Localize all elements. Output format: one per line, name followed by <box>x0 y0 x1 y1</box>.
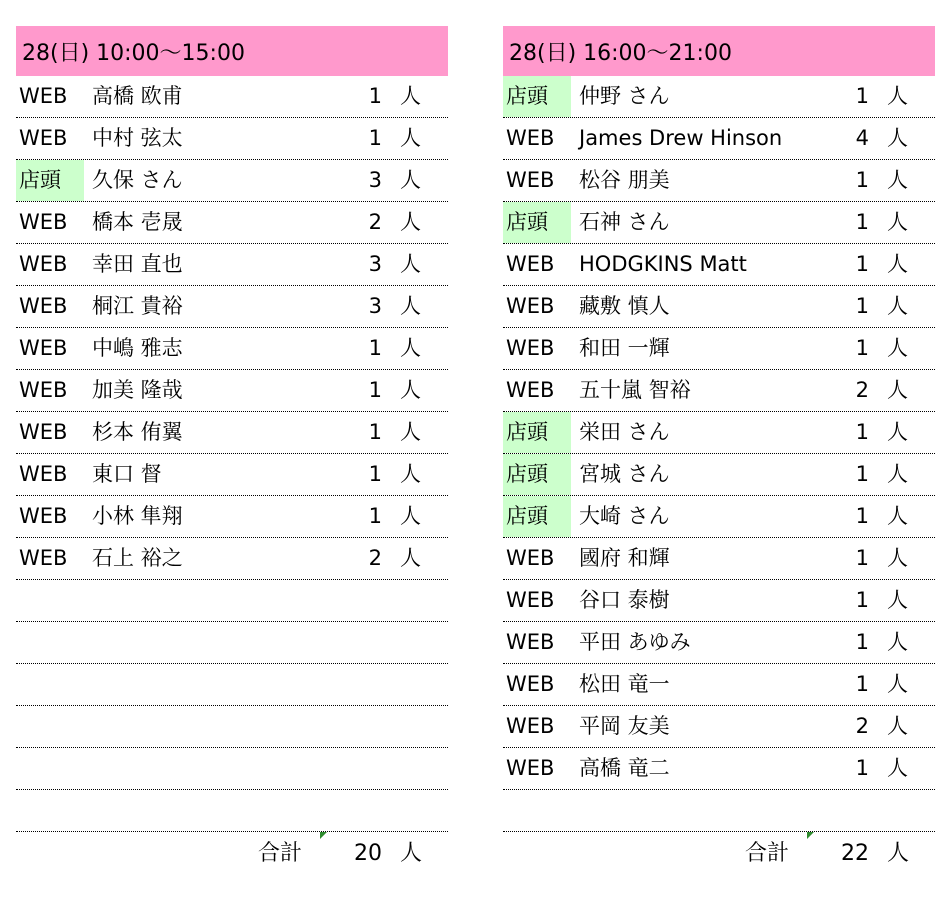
left-schedule-panel <box>16 26 448 878</box>
unit-cell: 人 <box>887 588 908 612</box>
unit-cell: 人 <box>400 84 421 108</box>
count-cell: 1 <box>855 210 869 234</box>
name-cell: 桐江 貴裕 <box>92 294 183 318</box>
left-total-unit: 人 <box>400 841 423 866</box>
source-cell: WEB <box>506 168 555 192</box>
reservation-row <box>16 370 448 412</box>
name-cell: 東口 督 <box>92 462 162 486</box>
left-panel-header: 28(日) 10:00〜15:00 <box>16 26 448 76</box>
count-cell: 1 <box>855 546 869 570</box>
reservation-row <box>503 454 935 496</box>
count-cell: 1 <box>368 420 382 444</box>
count-cell: 2 <box>368 210 382 234</box>
count-cell: 1 <box>855 588 869 612</box>
source-cell: WEB <box>506 336 555 360</box>
name-cell: 加美 隆哉 <box>92 378 183 402</box>
name-cell: James Drew Hinson <box>579 126 783 150</box>
source-cell <box>16 790 84 831</box>
source-cell: WEB <box>19 126 68 150</box>
name-cell: 杉本 侑翼 <box>92 420 183 444</box>
unit-cell: 人 <box>887 294 908 318</box>
reservation-row <box>16 706 448 748</box>
source-cell: 店頭 <box>503 76 571 117</box>
right-total-label: 合計 <box>745 841 790 866</box>
reservation-row <box>16 244 448 286</box>
source-cell <box>503 790 571 831</box>
reservation-row <box>16 286 448 328</box>
unit-cell: 人 <box>887 126 908 150</box>
source-cell <box>16 580 84 621</box>
reservation-row <box>16 790 448 832</box>
right-panel-header: 28(日) 16:00〜21:00 <box>503 26 935 76</box>
name-cell: 五十嵐 智裕 <box>579 378 691 402</box>
count-cell: 1 <box>368 462 382 486</box>
unit-cell: 人 <box>400 336 421 360</box>
name-cell: 小林 隼翔 <box>92 504 183 528</box>
unit-cell: 人 <box>887 756 908 780</box>
source-cell: WEB <box>19 462 68 486</box>
source-cell: WEB <box>19 378 68 402</box>
unit-cell: 人 <box>400 546 421 570</box>
source-cell <box>16 622 84 663</box>
name-cell: 橋本 壱晟 <box>92 210 183 234</box>
unit-cell: 人 <box>400 462 421 486</box>
reservation-row <box>503 622 935 664</box>
name-cell: 仲野 さん <box>579 84 670 108</box>
count-cell: 1 <box>855 630 869 654</box>
count-cell: 1 <box>368 504 382 528</box>
right-reservation-list <box>503 76 935 832</box>
reservation-row <box>16 118 448 160</box>
reservation-row <box>503 328 935 370</box>
unit-cell: 人 <box>887 546 908 570</box>
left-reservation-list <box>16 76 448 832</box>
source-cell: WEB <box>506 672 555 696</box>
reservation-row <box>503 412 935 454</box>
right-total-unit: 人 <box>887 841 910 866</box>
count-cell: 1 <box>368 126 382 150</box>
name-cell: 谷口 泰樹 <box>579 588 670 612</box>
source-cell <box>16 664 84 705</box>
reservation-row <box>16 328 448 370</box>
unit-cell: 人 <box>400 168 421 192</box>
reservation-row <box>503 538 935 580</box>
right-schedule-panel <box>503 26 935 878</box>
reservation-row <box>16 496 448 538</box>
reservation-row <box>16 664 448 706</box>
unit-cell: 人 <box>887 210 908 234</box>
unit-cell: 人 <box>887 714 908 738</box>
source-cell: WEB <box>506 714 555 738</box>
unit-cell: 人 <box>887 630 908 654</box>
name-cell: 幸田 直也 <box>92 252 183 276</box>
count-cell: 1 <box>855 84 869 108</box>
count-cell: 2 <box>368 546 382 570</box>
reservation-row <box>16 202 448 244</box>
count-cell: 1 <box>855 336 869 360</box>
count-cell: 1 <box>855 672 869 696</box>
reservation-row <box>16 76 448 118</box>
count-cell: 1 <box>855 168 869 192</box>
source-cell: WEB <box>506 294 555 318</box>
source-cell: 店頭 <box>503 412 571 453</box>
reservation-row <box>503 748 935 790</box>
count-cell: 1 <box>855 294 869 318</box>
name-cell: 和田 一輝 <box>579 336 670 360</box>
unit-cell: 人 <box>887 672 908 696</box>
left-total-row <box>16 832 448 878</box>
comment-marker-icon <box>807 832 814 839</box>
unit-cell: 人 <box>400 420 421 444</box>
unit-cell: 人 <box>887 462 908 486</box>
reservation-row <box>503 706 935 748</box>
source-cell: WEB <box>19 336 68 360</box>
left-total-count: 20 <box>354 841 382 866</box>
reservation-row <box>16 622 448 664</box>
source-cell: 店頭 <box>503 454 571 495</box>
unit-cell: 人 <box>400 252 421 276</box>
unit-cell: 人 <box>400 294 421 318</box>
reservation-row <box>503 160 935 202</box>
reservation-row <box>503 202 935 244</box>
source-cell <box>16 748 84 789</box>
unit-cell: 人 <box>400 210 421 234</box>
source-cell: WEB <box>506 588 555 612</box>
reservation-row <box>16 160 448 202</box>
count-cell: 1 <box>855 462 869 486</box>
reservation-row <box>16 412 448 454</box>
reservation-row <box>503 286 935 328</box>
unit-cell: 人 <box>400 378 421 402</box>
left-total-label: 合計 <box>258 841 303 866</box>
unit-cell: 人 <box>887 168 908 192</box>
source-cell: WEB <box>19 84 68 108</box>
reservation-row <box>503 664 935 706</box>
reservation-row <box>503 118 935 160</box>
reservation-row <box>503 580 935 622</box>
count-cell: 3 <box>368 252 382 276</box>
count-cell: 1 <box>855 504 869 528</box>
name-cell: 石上 裕之 <box>92 546 183 570</box>
count-cell: 1 <box>855 252 869 276</box>
name-cell: 藏敷 慎人 <box>579 294 670 318</box>
reservation-row <box>503 496 935 538</box>
name-cell: 中嶋 雅志 <box>92 336 183 360</box>
name-cell: 中村 弦太 <box>92 126 183 150</box>
source-cell: 店頭 <box>16 160 84 201</box>
count-cell: 1 <box>368 336 382 360</box>
reservation-row <box>503 244 935 286</box>
source-cell: WEB <box>19 546 68 570</box>
unit-cell: 人 <box>887 504 908 528</box>
reservation-row <box>503 790 935 832</box>
name-cell: 石神 さん <box>579 210 670 234</box>
unit-cell: 人 <box>887 336 908 360</box>
source-cell: WEB <box>506 378 555 402</box>
source-cell: WEB <box>19 504 68 528</box>
count-cell: 1 <box>368 84 382 108</box>
name-cell: 大崎 さん <box>579 504 670 528</box>
name-cell: 松谷 朋美 <box>579 168 670 192</box>
name-cell: 松田 竜一 <box>579 672 670 696</box>
unit-cell: 人 <box>887 378 908 402</box>
source-cell: WEB <box>19 252 68 276</box>
source-cell: WEB <box>19 420 68 444</box>
count-cell: 2 <box>855 378 869 402</box>
source-cell: WEB <box>19 294 68 318</box>
unit-cell: 人 <box>887 420 908 444</box>
unit-cell: 人 <box>400 126 421 150</box>
count-cell: 2 <box>855 714 869 738</box>
count-cell: 1 <box>855 420 869 444</box>
count-cell: 4 <box>855 126 869 150</box>
name-cell: 平岡 友美 <box>579 714 670 738</box>
right-total-row <box>503 832 935 878</box>
count-cell: 3 <box>368 168 382 192</box>
source-cell: 店頭 <box>503 202 571 243</box>
name-cell: 平田 あゆみ <box>579 630 691 654</box>
reservation-row <box>16 580 448 622</box>
unit-cell: 人 <box>400 504 421 528</box>
source-cell: WEB <box>506 756 555 780</box>
name-cell: 高橋 竜二 <box>579 756 670 780</box>
reservation-row <box>503 370 935 412</box>
right-total-count: 22 <box>841 841 869 866</box>
source-cell: WEB <box>506 126 555 150</box>
count-cell: 1 <box>855 756 869 780</box>
reservation-row <box>16 454 448 496</box>
source-cell: WEB <box>506 252 555 276</box>
source-cell: WEB <box>19 210 68 234</box>
name-cell: 栄田 さん <box>579 420 670 444</box>
comment-marker-icon <box>320 832 327 839</box>
reservation-row <box>16 748 448 790</box>
count-cell: 1 <box>368 378 382 402</box>
unit-cell: 人 <box>887 252 908 276</box>
name-cell: 高橋 欧甫 <box>92 84 183 108</box>
source-cell: WEB <box>506 630 555 654</box>
source-cell: WEB <box>506 546 555 570</box>
count-cell: 3 <box>368 294 382 318</box>
source-cell <box>16 706 84 747</box>
name-cell: 宮城 さん <box>579 462 670 486</box>
name-cell: 國府 和輝 <box>579 546 670 570</box>
unit-cell: 人 <box>887 84 908 108</box>
source-cell: 店頭 <box>503 496 571 537</box>
name-cell: HODGKINS Matt <box>579 252 747 276</box>
name-cell: 久保 さん <box>92 168 183 192</box>
reservation-row <box>16 538 448 580</box>
reservation-row <box>503 76 935 118</box>
